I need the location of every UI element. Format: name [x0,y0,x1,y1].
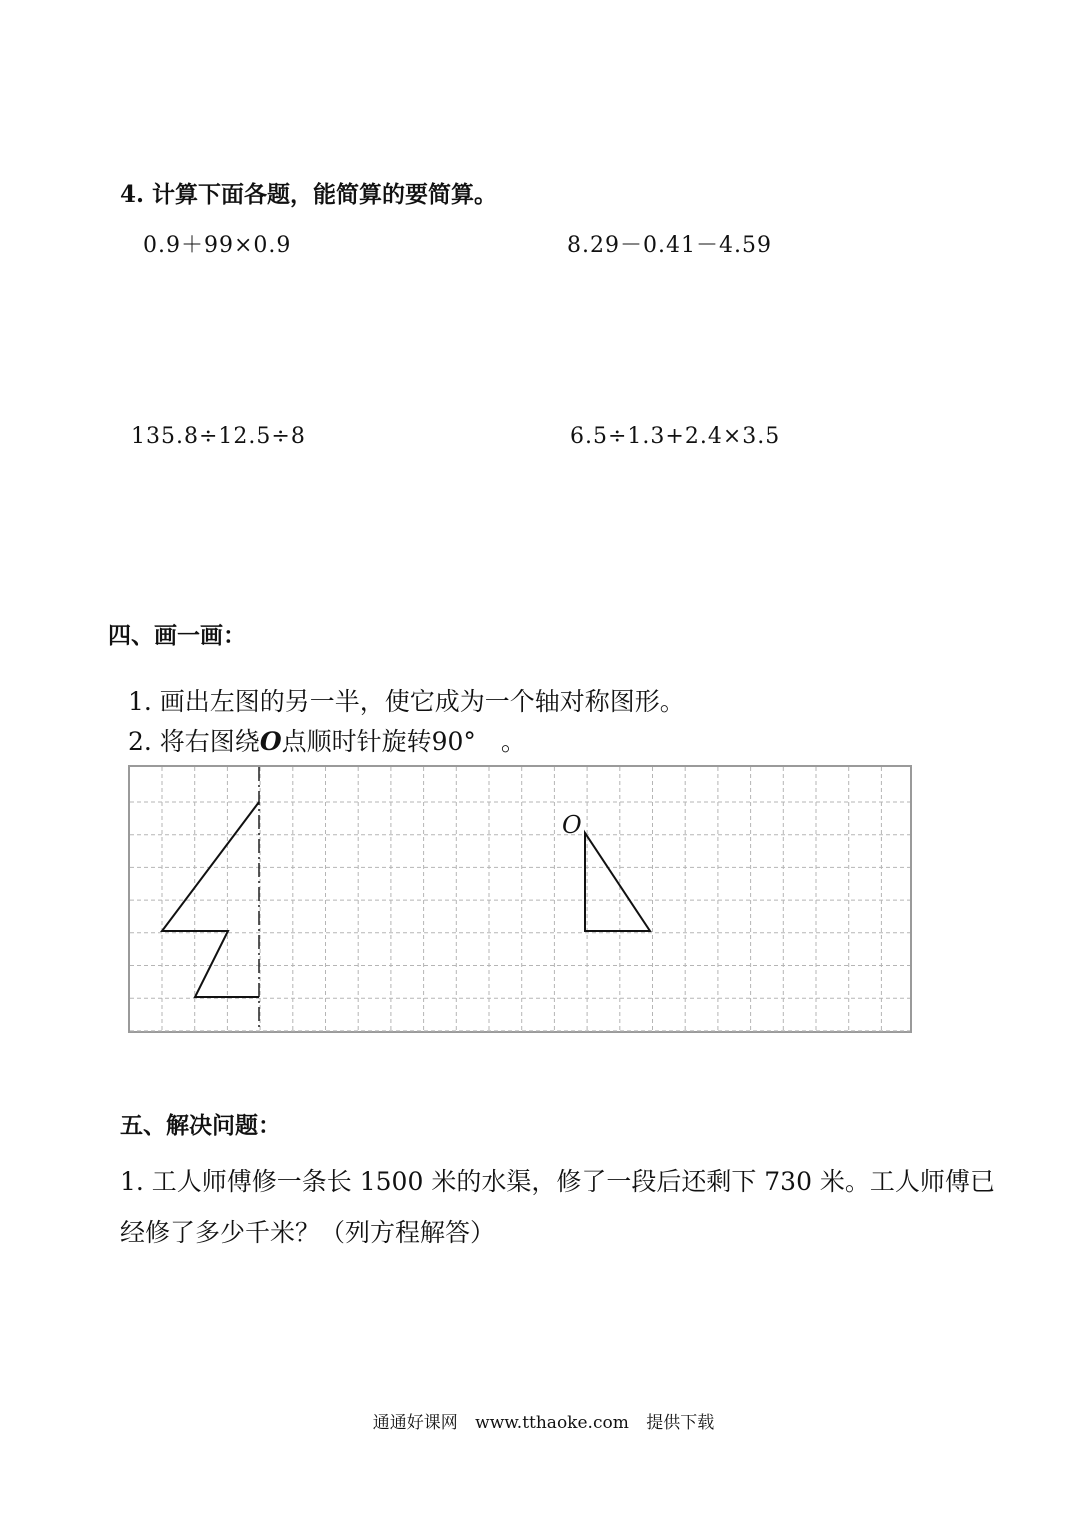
exercise-3: 135.8÷12.5÷8 [131,424,306,449]
exercise-1: 0.9＋99×0.9 [143,233,292,258]
footer-site-name: 通通好课网 [372,1413,458,1433]
exercise-4: 6.5÷1.3+2.4×3.5 [570,424,781,449]
footer-suffix: 提供下载 [646,1413,715,1433]
draw-task-2-point: O [259,727,282,756]
draw-task-2-prefix: 2. 将右图绕 [128,727,260,756]
section-draw-title: 四、画一画： [108,622,246,649]
point-o-label: O [562,811,582,839]
draw-task-1: 1. 画出左图的另一半，使它成为一个轴对称图形。 [128,687,685,716]
grid-figure [128,765,912,1035]
draw-task-2-suffix: 点顺时针旋转90° 。 [281,727,526,756]
problem-1: 1. 工人师傅修一条长 1500 米的水渠，修了一段后还剩下 730 米。工人师傅已经修了多少千米？（列方程解答） [120,1167,995,1247]
left-half-figure [162,802,259,997]
draw-task-2 [128,722,526,758]
footer-url[interactable]: www.tthaoke.com [475,1413,629,1433]
section-solve-title: 五、解决问题： [120,1112,281,1139]
question-4-title: 4. 计算下面各题，能简算的要简算。 [120,181,498,208]
grid-border [129,766,911,1032]
exercise-2: 8.29－0.41－4.59 [567,233,772,258]
grid-lines [130,767,910,1031]
footer [0,1408,1087,1433]
right-triangle [585,833,650,931]
